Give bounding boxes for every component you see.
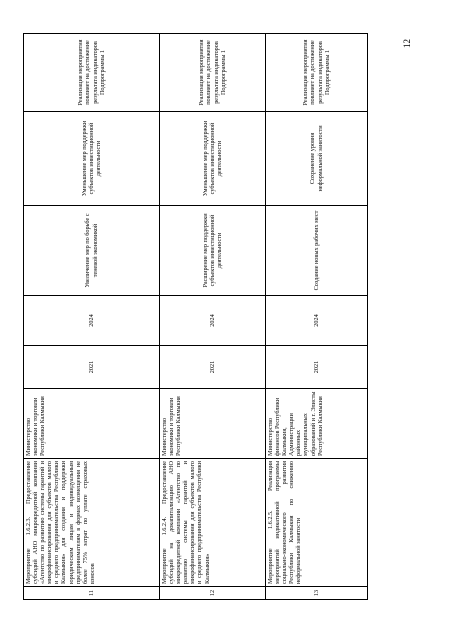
responsible-executor: Министерство экономики и торговли Республики Калмыкия xyxy=(160,389,266,459)
measures-table xyxy=(23,33,368,600)
end-year: 2024 xyxy=(24,296,160,346)
non-implementation-consequence: Сохранение уровня неформальной занятости xyxy=(266,112,368,206)
start-year: 2021 xyxy=(160,346,266,389)
non-implementation-consequence: Уменьшение мер поддержки субъектов инвестиционной деятельности xyxy=(160,112,266,206)
row-number: 12 xyxy=(160,587,266,600)
non-implementation-consequence: Уменьшение мер поддержки субъектов инвестиционной деятельности xyxy=(24,112,160,206)
table-row xyxy=(24,34,160,600)
measure-description: Мероприятие 1.6.2.5. Реализация мероприятий индикативной программы социально-экономического развития Республики Калмыкия по снижению неформальной занятости xyxy=(266,459,368,587)
start-year: 2021 xyxy=(266,346,368,389)
indicator-link: Реализация мероприятия повлияет на достижение результата индикаторов Подпрограммы 1 xyxy=(266,34,368,112)
start-year: 2021 xyxy=(24,346,160,389)
measure-description: Мероприятие 1.6.2.3. Предоставление субсидий АНО микрокредитной компании «Агентство по развитию системы гарантий и микрофинансирования для субъектов малого и среднего предпринимательства Республики Калмыкия» для создания и поддержки юридическим лицам и индивидуальным предпринимателям в формах возмещения не более 75% затрат по уплате страховых взносов xyxy=(24,459,160,587)
measure-description: Мероприятие 1.6.2.4. Предоставление субсидий на докапитализацию АНО микрокредитной компании «Агентство по развитию системы гарантий и микрофинансирования для субъектов малого и среднего предпринимательства Республики Калмыкия» xyxy=(160,459,266,587)
table-row xyxy=(160,34,266,600)
indicator-link: Реализация мероприятия повлияет на достижение результата индикаторов Подпрограммы 1 xyxy=(160,34,266,112)
row-number: 11 xyxy=(24,587,160,600)
row-number: 13 xyxy=(266,587,368,600)
page-number: 12 xyxy=(402,39,412,48)
rotated-table-container xyxy=(23,34,367,600)
end-year: 2024 xyxy=(266,296,368,346)
expected-result: Увеличение мер по борьбе с теневой экономикой xyxy=(24,206,160,296)
expected-result: Расширение мер поддержки субъектов инвестиционной деятельности xyxy=(160,206,266,296)
responsible-executor: Министерство финансов Республики Калмыкия, Администрации районных муниципальных образований и г. Элисты Республики Калмыкия xyxy=(266,389,368,459)
expected-result: Создание новых рабочих мест xyxy=(266,206,368,296)
table-row xyxy=(266,34,368,600)
end-year: 2024 xyxy=(160,296,266,346)
responsible-executor: Министерство экономики и торговли Республики Калмыкия xyxy=(24,389,160,459)
indicator-link: Реализация мероприятия повлияет на достижение результата индикаторов Подпрограммы 1 xyxy=(24,34,160,112)
